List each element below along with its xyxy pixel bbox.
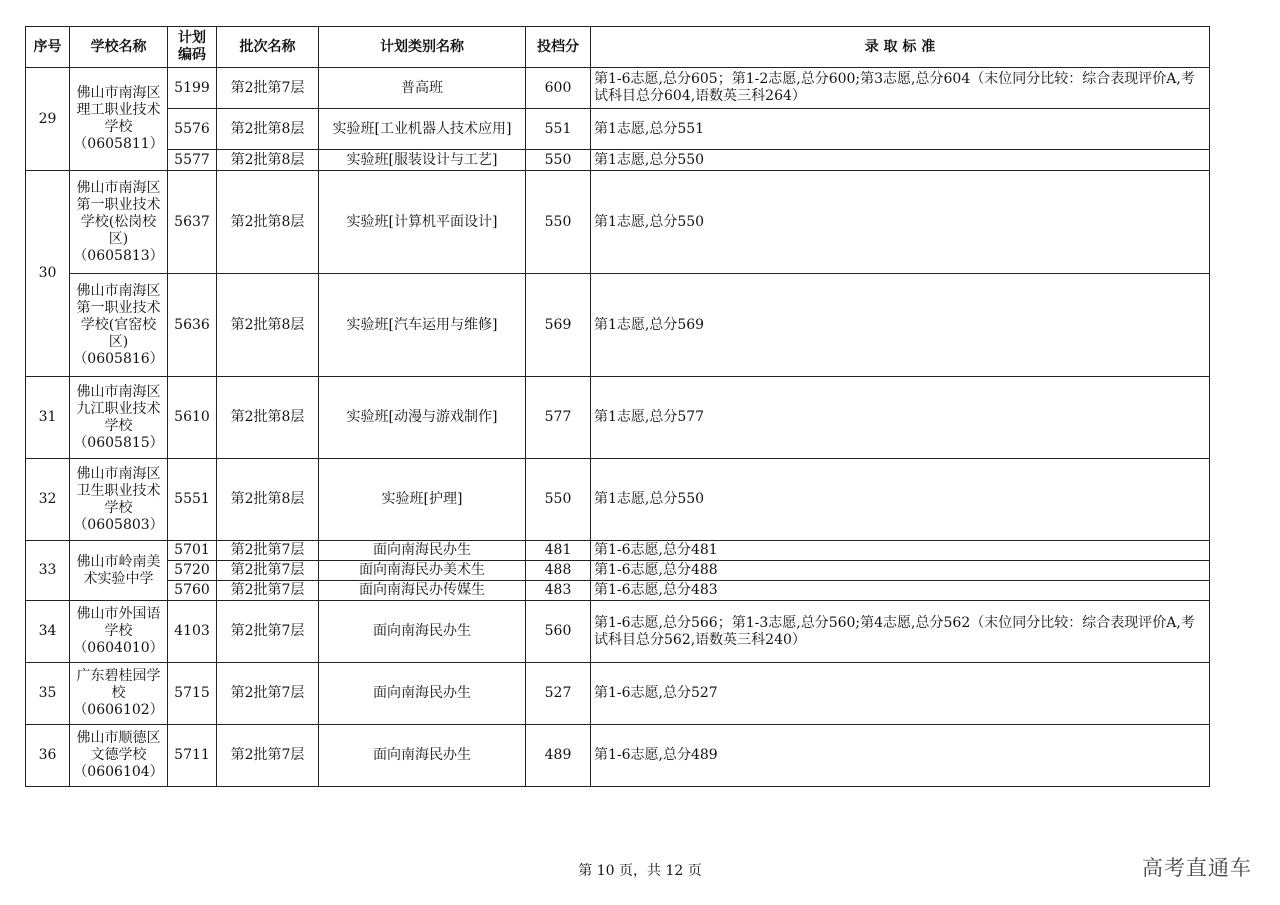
school-cell: 广东碧桂园学校（0606102）	[70, 663, 168, 725]
school-cell: 佛山市外国语学校（0604010）	[70, 601, 168, 663]
school-cell: 佛山市南海区九江职业技术学校（0605815）	[70, 377, 168, 459]
code-cell: 5551	[168, 459, 217, 541]
seq-cell: 35	[26, 663, 70, 725]
standard-cell: 第1志愿,总分550	[591, 150, 1210, 171]
table-row	[26, 171, 1210, 274]
batch-cell: 第2批第8层	[217, 109, 319, 150]
table-row	[26, 377, 1210, 459]
type-cell: 实验班[工业机器人技术应用]	[319, 109, 526, 150]
type-cell: 实验班[动漫与游戏制作]	[319, 377, 526, 459]
score-cell: 569	[526, 274, 591, 377]
standard-cell: 第1-6志愿,总分489	[591, 725, 1210, 787]
header-school: 学校名称	[70, 27, 168, 68]
score-cell: 489	[526, 725, 591, 787]
batch-cell: 第2批第7层	[217, 581, 319, 601]
code-cell: 5199	[168, 68, 217, 109]
header-type: 计划类别名称	[319, 27, 526, 68]
seq-cell: 36	[26, 725, 70, 787]
standard-cell: 第1-6志愿,总分605；第1-2志愿,总分600;第3志愿,总分604（末位同分比较：综合表现评价A,考试科目总分604,语数英三科264）	[591, 68, 1210, 109]
header-code	[168, 27, 217, 68]
batch-cell: 第2批第8层	[217, 377, 319, 459]
batch-cell: 第2批第8层	[217, 150, 319, 171]
code-cell: 5576	[168, 109, 217, 150]
batch-cell: 第2批第8层	[217, 459, 319, 541]
type-cell: 实验班[服装设计与工艺]	[319, 150, 526, 171]
standard-cell: 第1志愿,总分551	[591, 109, 1210, 150]
batch-cell: 第2批第7层	[217, 561, 319, 581]
standard-cell: 第1-6志愿,总分527	[591, 663, 1210, 725]
header-batch: 批次名称	[217, 27, 319, 68]
table-row	[26, 109, 1210, 150]
type-cell: 实验班[汽车运用与维修]	[319, 274, 526, 377]
code-cell: 4103	[168, 601, 217, 663]
seq-cell: 33	[26, 541, 70, 601]
batch-cell: 第2批第7层	[217, 68, 319, 109]
seq-cell: 29	[26, 68, 70, 171]
admission-table	[25, 26, 1210, 787]
standard-cell: 第1志愿,总分550	[591, 459, 1210, 541]
score-cell: 527	[526, 663, 591, 725]
header-seq: 序号	[26, 27, 70, 68]
standard-cell: 第1-6志愿,总分566；第1-3志愿,总分560;第4志愿,总分562（末位同分比较：综合表现评价A,考试科目总分562,语数英三科240）	[591, 601, 1210, 663]
table-row	[26, 459, 1210, 541]
score-cell: 488	[526, 561, 591, 581]
page-number: 第 10 页，共 12 页	[578, 863, 702, 879]
code-cell: 5701	[168, 541, 217, 561]
table-row	[26, 541, 1210, 561]
type-cell: 面向南海民办生	[319, 541, 526, 561]
batch-cell: 第2批第7层	[217, 725, 319, 787]
school-cell: 佛山市南海区第一职业技术学校(官窑校区)（0605816）	[70, 274, 168, 377]
score-cell: 550	[526, 171, 591, 274]
batch-cell: 第2批第7层	[217, 663, 319, 725]
code-cell: 5610	[168, 377, 217, 459]
score-cell: 483	[526, 581, 591, 601]
table-row	[26, 561, 1210, 581]
type-cell: 实验班[计算机平面设计]	[319, 171, 526, 274]
watermark-text: 高考直通车	[1142, 856, 1252, 880]
batch-cell: 第2批第7层	[217, 601, 319, 663]
standard-cell: 第1志愿,总分577	[591, 377, 1210, 459]
score-cell: 550	[526, 459, 591, 541]
standard-cell: 第1-6志愿,总分488	[591, 561, 1210, 581]
batch-cell: 第2批第7层	[217, 541, 319, 561]
score-cell: 600	[526, 68, 591, 109]
school-cell: 佛山市南海区卫生职业技术学校（0605803）	[70, 459, 168, 541]
header-score: 投档分	[526, 27, 591, 68]
standard-cell: 第1志愿,总分569	[591, 274, 1210, 377]
table-row	[26, 274, 1210, 377]
code-cell: 5577	[168, 150, 217, 171]
type-cell: 面向南海民办生	[319, 663, 526, 725]
type-cell: 面向南海民办美术生	[319, 561, 526, 581]
code-cell: 5760	[168, 581, 217, 601]
table-row	[26, 150, 1210, 171]
school-cell: 佛山市岭南美术实验中学	[70, 541, 168, 601]
code-cell: 5720	[168, 561, 217, 581]
header-code-bottom: 编码	[178, 47, 206, 63]
table-row	[26, 725, 1210, 787]
type-cell: 普高班	[319, 68, 526, 109]
header-standard: 录 取 标 准	[591, 27, 1210, 68]
seq-cell: 31	[26, 377, 70, 459]
school-cell: 佛山市顺德区文德学校（0606104）	[70, 725, 168, 787]
score-cell: 560	[526, 601, 591, 663]
code-cell: 5637	[168, 171, 217, 274]
standard-cell: 第1-6志愿,总分483	[591, 581, 1210, 601]
table-row	[26, 601, 1210, 663]
school-cell: 佛山市南海区第一职业技术学校(松岗校区)（0605813）	[70, 171, 168, 274]
school-cell: 佛山市南海区理工职业技术学校（0605811）	[70, 68, 168, 171]
table-row	[26, 663, 1210, 725]
table-row	[26, 581, 1210, 601]
batch-cell: 第2批第8层	[217, 274, 319, 377]
code-cell: 5711	[168, 725, 217, 787]
table-row	[26, 68, 1210, 109]
standard-cell: 第1-6志愿,总分481	[591, 541, 1210, 561]
header-row	[26, 27, 1210, 68]
batch-cell: 第2批第8层	[217, 171, 319, 274]
seq-cell: 34	[26, 601, 70, 663]
type-cell: 实验班[护理]	[319, 459, 526, 541]
score-cell: 550	[526, 150, 591, 171]
type-cell: 面向南海民办生	[319, 725, 526, 787]
standard-cell: 第1志愿,总分550	[591, 171, 1210, 274]
code-cell: 5715	[168, 663, 217, 725]
seq-cell: 30	[26, 171, 70, 377]
header-code-top: 计划	[178, 30, 206, 46]
type-cell: 面向南海民办生	[319, 601, 526, 663]
seq-cell: 32	[26, 459, 70, 541]
type-cell: 面向南海民办传媒生	[319, 581, 526, 601]
score-cell: 551	[526, 109, 591, 150]
score-cell: 481	[526, 541, 591, 561]
code-cell: 5636	[168, 274, 217, 377]
score-cell: 577	[526, 377, 591, 459]
